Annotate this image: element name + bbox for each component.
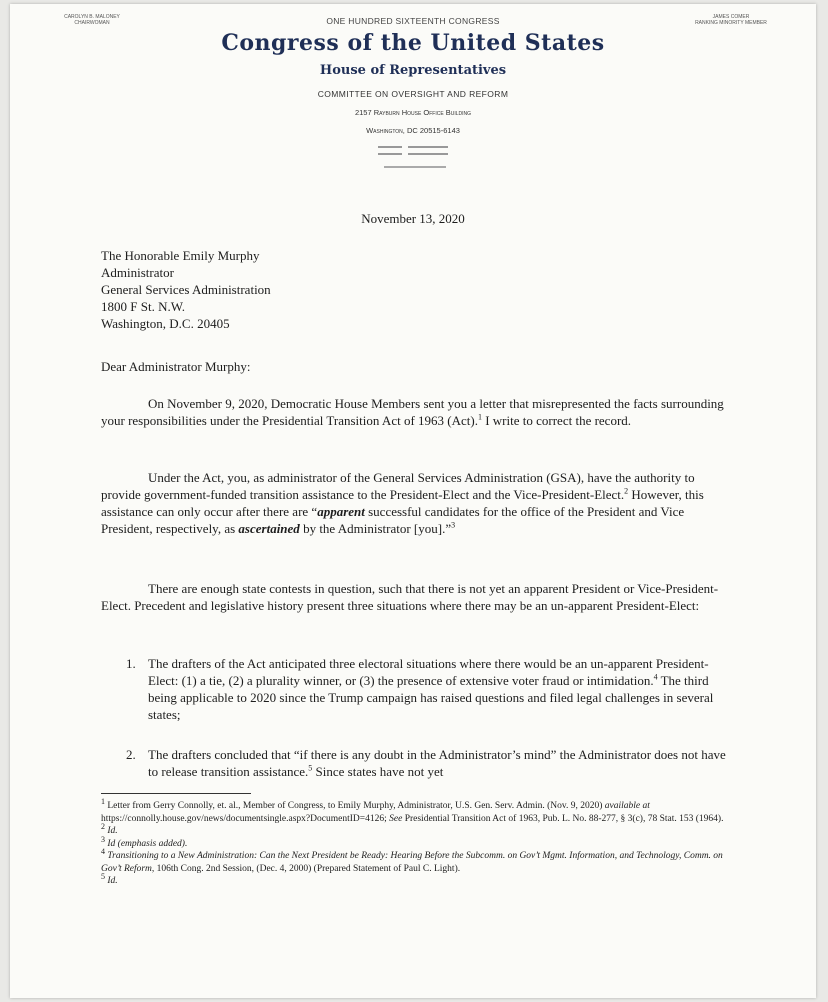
congress-number: ONE HUNDRED SIXTEENTH CONGRESS [326, 16, 500, 26]
fn1-text-c: Presidential Transition Act of 1963, Pub. L. No. 88-277, § 3(c), 78 Stat. 153 (1964). [402, 813, 724, 824]
fn1-text-b[interactable]: https://connolly.house.gov/news/documentsingle.aspx?DocumentID=4126; [101, 813, 390, 824]
fn1-text-a: Letter from Gerry Connolly, et. al., Member of Congress, to Emily Murphy, Administrator, U.S. Gen. Serv. Admin. (Nov. 9, 2020) [105, 801, 605, 811]
committee-address: 2157 Rayburn House Office Building [354, 108, 472, 117]
list-item [126, 746, 726, 780]
fn2-text: Id. [105, 826, 118, 836]
emphasis-ascertained: ascertained [238, 521, 300, 536]
footnote-ref: 5 [308, 763, 313, 773]
footnote-3 [101, 834, 726, 851]
footnote-number: 3 [101, 834, 105, 844]
chairwoman-name: CAROLYN B. MALONEY [64, 14, 120, 20]
p2-text-a: Under the Act, you, as administrator of the General Services Administration (GSA), have the authority to provide government-funded transition assistance to the President-Elect and the Vice-President-Elect. [101, 470, 695, 502]
fn4-italic: Transitioning to a New Administration: Can the Next President be Ready: Hearing Before the Subcomm. on Gov’t Mgmt. Information, and Technology, Comm. on Gov’t Reform, [101, 851, 723, 874]
footnote-ref: 2 [624, 486, 629, 496]
fn4-text: 106th Cong. 2nd Session, (Dec. 4, 2000) (Prepared Statement of Paul C. Light). [154, 863, 461, 874]
emphasis-apparent: apparent [317, 504, 365, 519]
footnote-ref: 3 [451, 520, 456, 530]
li1-text-a: The drafters of the Act anticipated three electoral situations where there would be an un-apparent President-Elect: (1) a tie, (2) a plurality winner, or (3) the presence of extensive voter fraud or intimidation. [148, 656, 709, 688]
recipient-name: The Honorable Emily Murphy [101, 248, 260, 263]
footnote-5 [101, 871, 726, 888]
p2-text-d: by the Administrator [you].” [299, 521, 452, 536]
letterhead-subtitle: House of Representatives [319, 63, 507, 78]
fn5-text: Id. [105, 876, 118, 886]
recipient-street: 1800 F St. N.W. [101, 299, 186, 314]
letterhead-title: Congress of the United States [221, 30, 605, 56]
li1-text-b: The third being applicable to 2020 since the Trump campaign has raised questions and filed legal challenges in several states; [148, 673, 714, 722]
footnote-divider [101, 793, 251, 794]
footnote-ref: 4 [653, 672, 658, 682]
p1-tail: I write to correct the record. [481, 413, 632, 428]
footnote-2 [101, 821, 726, 838]
fn3-text: Id (emphasis added). [105, 838, 188, 849]
ranking-member-name: JAMES COMER [712, 14, 750, 20]
ranking-member-title: RANKING MINORITY MEMBER [695, 20, 767, 26]
footnote-4 [101, 846, 726, 875]
recipient-title: Administrator [101, 265, 174, 280]
phone-numbers-illegible [370, 144, 460, 182]
paragraph-3: There are enough state contests in question, such that there is not yet an apparent President or Vice-President-Elect. Precedent and legislative history present three situations where there may be an un-apparent President-Elect: [101, 581, 719, 613]
footnote-number: 4 [101, 846, 105, 856]
footnote-1 [101, 796, 726, 825]
footnote-number: 2 [101, 821, 105, 831]
fn1-italic: available at [604, 801, 650, 811]
ranking-member-block [676, 14, 786, 26]
p2-text-b: However, this assistance can only occur after there are “ [101, 487, 704, 519]
paragraph-1 [101, 395, 726, 429]
p1-text: On November 9, 2020, Democratic House Members sent you a letter that misrepresented the facts surrounding your responsibilities under the Presidential Transition Act of 1963 (Act). [101, 396, 724, 428]
letter-date: November 13, 2020 [361, 211, 465, 226]
fn1-see: See [389, 813, 403, 824]
li2-text-b: Since states have not yet [312, 764, 444, 779]
list-number: 2. [126, 747, 136, 762]
footnote-number: 5 [101, 871, 105, 881]
paragraph-2 [101, 469, 726, 537]
p2-text-c: successful candidates for the office of the President and Vice President, respectively, as [101, 504, 685, 536]
list-number: 1. [126, 656, 136, 671]
recipient-city: Washington, D.C. 20405 [101, 316, 230, 331]
committee-city: Washington, DC 20515-6143 [366, 126, 460, 135]
chairwoman-title: CHAIRWOMAN [74, 20, 110, 26]
footnote-ref: 1 [477, 412, 482, 422]
footnotes [101, 796, 726, 888]
list-item [126, 655, 726, 723]
recipient-address [101, 247, 271, 332]
letter-page [10, 4, 816, 998]
illegible-contact-lines [370, 144, 460, 180]
salutation: Dear Administrator Murphy: [101, 359, 251, 374]
li2-text-a: The drafters concluded that “if there is any doubt in the Administrator’s mind” the Administrator does not have to release transition assistance. [148, 747, 726, 779]
committee-name: COMMITTEE ON OVERSIGHT AND REFORM [317, 89, 509, 99]
recipient-org: General Services Administration [101, 282, 271, 297]
footnote-number: 1 [101, 796, 105, 806]
